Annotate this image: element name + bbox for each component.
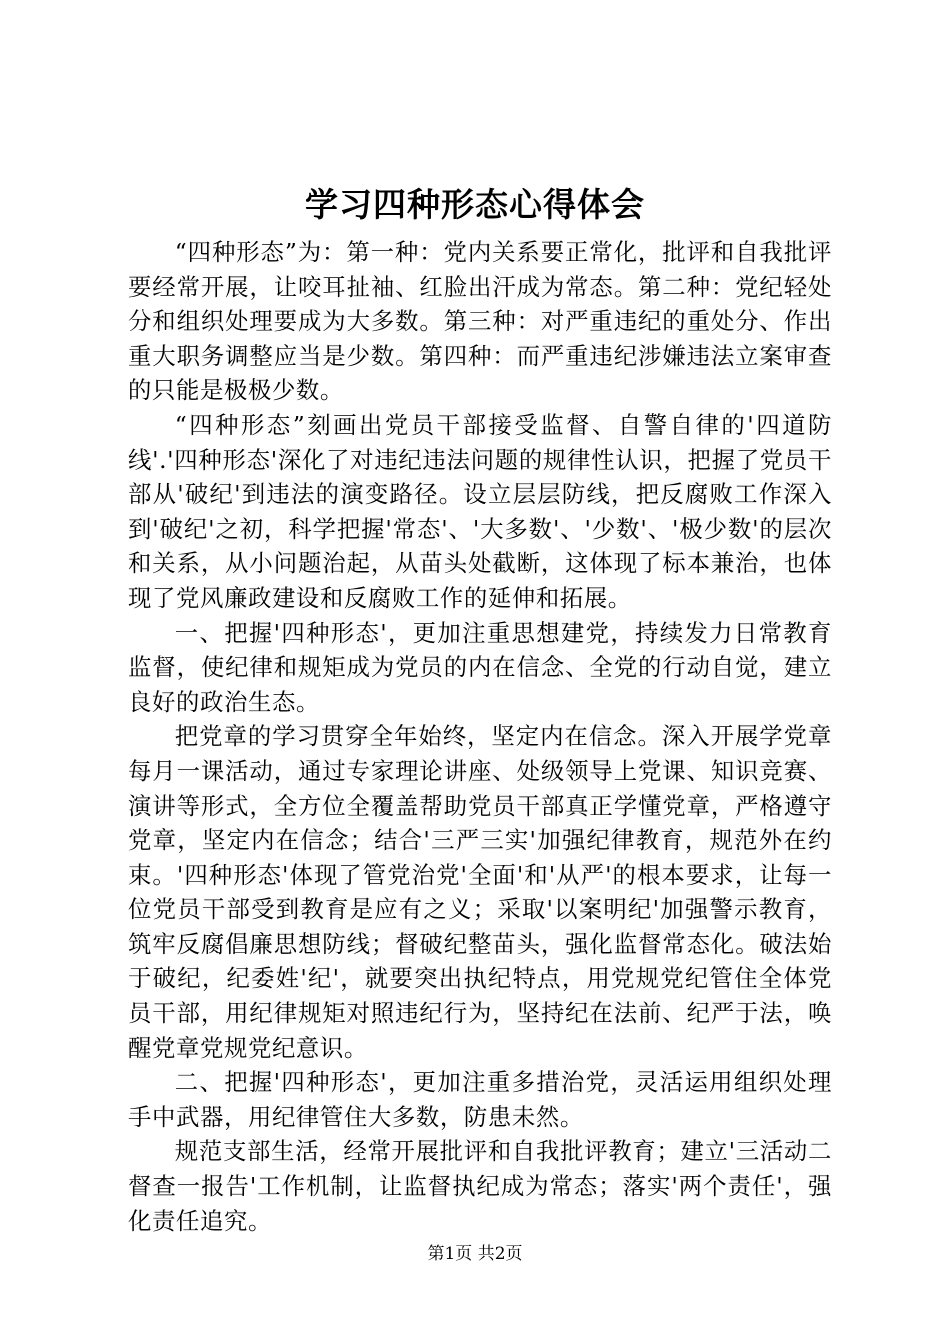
page-number-footer: 第1页 共2页 (427, 1244, 523, 1264)
paragraph-2: “四种形态”刻画出党员干部接受监督、自警自律的'四道防线'.'四种形态'深化了对违纪违法问题的规律性认识，把握了党员干部从'破纪'到违法的演变路径。设立层层防线，把反腐败工作深入到'破纪'之初，科学把握'常态'、'大多数'、'少数'、'极少数'的层次和关系，从小问题治起，从苗头处截断，这体现了标本兼治，也体现了党风廉政建设和反腐败工作的延伸和拓展。 (128, 410, 832, 612)
paragraph-5: 二、把握'四种形态'，更加注重多措治党，灵活运用组织处理手中武器，用纪律管住大多数，防患未然。 (128, 1068, 832, 1131)
document-body (128, 235, 832, 1238)
paragraph-1: “四种形态”为：第一种：党内关系要正常化，批评和自我批评要经常开展，让咬耳扯袖、红脸出汗成为常态。第二种：党纪轻处分和组织处理要成为大多数。第三种：对严重违纪的重处分、作出重大职务调整应当是少数。第四种：而严重违纪涉嫌违法立案审查的只能是极极少数。 (128, 238, 832, 405)
document-title: 学习四种形态心得体会 (305, 185, 645, 224)
paragraph-3: 一、把握'四种形态'，更加注重思想建党，持续发力日常教育监督，使纪律和规矩成为党员的内在信念、全党的行动自觉，建立良好的政治生态。 (128, 618, 832, 716)
paragraph-6: 规范支部生活，经常开展批评和自我批评教育；建立'三活动二督查一报告'工作机制，让监督执纪成为常态；落实'两个责任'，强化责任追究。 (128, 1137, 832, 1235)
paragraph-4: 把党章的学习贯穿全年始终，坚定内在信念。深入开展学党章每月一课活动，通过专家理论讲座、处级领导上党课、知识竞赛、演讲等形式，全方位全覆盖帮助党员干部真正学懂党章，严格遵守党章，坚定内在信念；结合'三严三实'加强纪律教育，规范外在约束。'四种形态'体现了管党治党'全面'和'从严'的根本要求，让每一位党员干部受到教育是应有之义；采取'以案明纪'加强警示教育，筑牢反腐倡廉思想防线；督破纪整苗头，强化监督常态化。破法始于破纪，纪委姓'纪'，就要突出执纪特点，用党规党纪管住全体党员干部，用纪律规矩对照违纪行为，坚持纪在法前、纪严于法，唤醒党章党规党纪意识。 (128, 722, 832, 1062)
